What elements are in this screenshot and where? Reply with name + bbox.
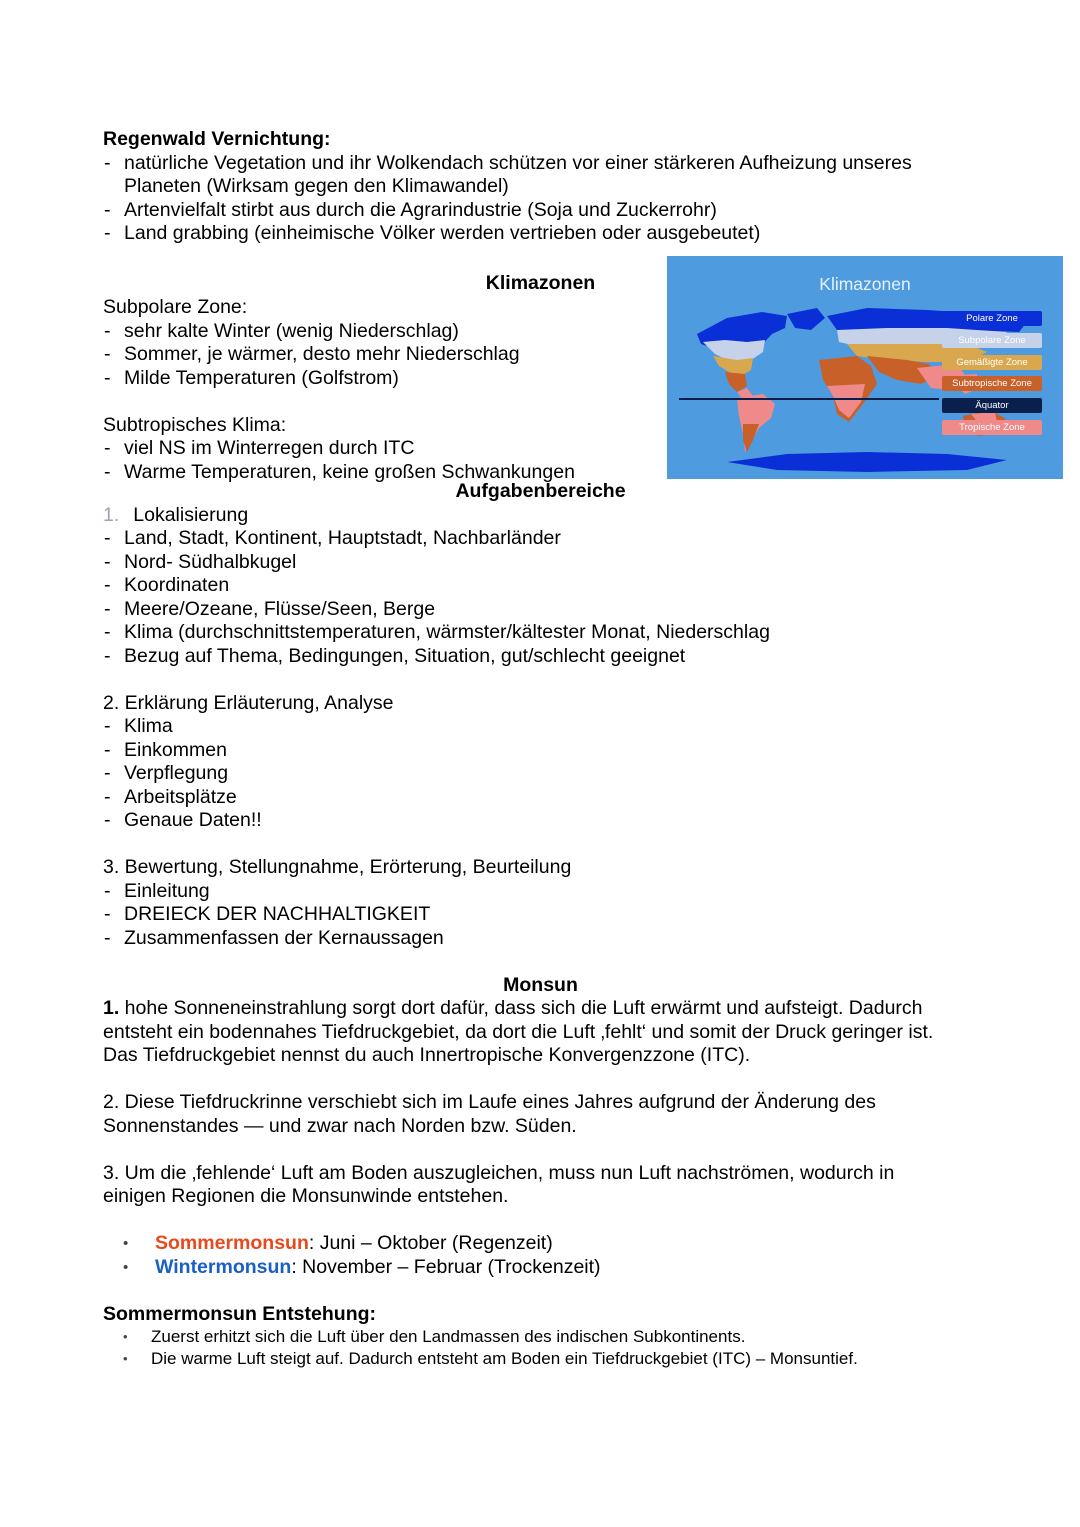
aufgaben-s3-item: - DREIECK DER NACHHALTIGKEIT	[103, 903, 983, 927]
aufgaben-s2-item: - Arbeitsplätze	[103, 786, 983, 810]
legend-subpolare-zone: Subpolare Zone	[942, 333, 1042, 348]
monsun-p1-line	[103, 997, 983, 1021]
regenwald-item-continuation: Planeten (Wirksam gegen den Klimawandel)	[124, 175, 509, 197]
regenwald-item: - natürliche Vegetation und ihr Wolkendach schützen vor einer stärkeren Aufheizung unseres	[103, 152, 983, 176]
subtropisch-item: - viel NS im Winterregen durch ITC	[103, 437, 575, 461]
entstehung-item: • Zuerst erhitzt sich die Luft über den Landmassen des indischen Subkontinents.	[103, 1326, 983, 1348]
aufgaben-s2-item: - Einkommen	[103, 739, 983, 763]
monsun-p1-number: 1.	[103, 997, 120, 1019]
monsun-p1-text: hohe Sonneneinstrahlung sorgt dort dafür, dass sich die Luft erwärmt und aufsteigt. Dadurch	[119, 997, 923, 1019]
aufgaben-s1-item: - Nord- Südhalbkugel	[103, 551, 983, 575]
aufgaben-s1-item: - Koordinaten	[103, 574, 983, 598]
regenwald-heading: Regenwald Vernichtung:	[103, 128, 331, 150]
sommermonsun-text: : Juni – Oktober (Regenzeit)	[308, 1232, 553, 1254]
entstehung-item: • Die warme Luft steigt auf. Dadurch entsteht am Boden ein Tiefdruckgebiet (ITC) – Monsuntief.	[103, 1348, 983, 1370]
subtropisch-heading: Subtropisches Klima:	[103, 413, 287, 436]
aufgaben-s2-item: - Genaue Daten!!	[103, 809, 983, 833]
monsun-p1-line: Das Tiefdruckgebiet nennst du auch Innertropische Konvergenzzone (ITC).	[103, 1044, 751, 1066]
aufgaben-s1-title: Lokalisierung	[133, 503, 249, 526]
monsun-p3-line: einigen Regionen die Monsunwinde entstehen.	[103, 1185, 509, 1207]
monsun-p2-line: Sonnenstandes — und zwar nach Norden bzw. Süden.	[103, 1114, 577, 1137]
aufgaben-s1-item: - Meere/Ozeane, Flüsse/Seen, Berge	[103, 598, 983, 622]
legend-aequator: Äquator	[942, 398, 1042, 413]
aufgaben-s1-item: - Bezug auf Thema, Bedingungen, Situation, gut/schlecht geeignet	[103, 645, 983, 669]
aufgaben-heading: Aufgabenbereiche	[455, 480, 626, 502]
map-title: Klimazonen	[819, 274, 911, 294]
monsun-heading: Monsun	[503, 973, 578, 996]
sommermonsun-label: Sommermonsun	[155, 1232, 309, 1254]
wintermonsun-text: : November – Februar (Trockenzeit)	[291, 1255, 601, 1278]
subpolar-heading: Subpolare Zone:	[103, 296, 248, 318]
monsun-p1-line: entsteht ein bodennahes Tiefdruckgebiet, da dort die Luft ‚fehlt‘ und somit der Druck geringer ist.	[103, 1020, 934, 1043]
subpolar-item: - sehr kalte Winter (wenig Niederschlag)	[103, 320, 575, 344]
aufgaben-s1-heading	[103, 504, 983, 528]
aufgaben-s2-heading: 2. Erklärung Erläuterung, Analyse	[103, 691, 394, 714]
entstehung-heading: Sommermonsun Entstehung:	[103, 1302, 377, 1325]
legend-subtropische-zone: Subtropische Zone	[942, 376, 1042, 391]
legend-polare-zone: Polare Zone	[942, 311, 1042, 326]
subtropisch-item: - Warme Temperaturen, keine großen Schwankungen	[103, 461, 575, 485]
aufgaben-s1-number: 1.	[103, 503, 120, 526]
sommermonsun-bullet	[103, 1232, 983, 1256]
aufgaben-s3-heading: 3. Bewertung, Stellungnahme, Erörterung, Beurteilung	[103, 856, 572, 878]
subpolar-item: - Sommer, je wärmer, desto mehr Niederschlag	[103, 343, 575, 367]
aufgaben-s2-item: - Klima	[103, 715, 983, 739]
wintermonsun-bullet	[103, 1256, 983, 1280]
aufgaben-s2-item: - Verpflegung	[103, 762, 983, 786]
monsun-p2-line: 2. Diese Tiefdruckrinne verschiebt sich im Laufe eines Jahres aufgrund der Änderung des	[103, 1091, 876, 1113]
regenwald-item: - Artenvielfalt stirbt aus durch die Agrarindustrie (Soja und Zuckerrohr)	[103, 199, 983, 223]
aufgaben-s3-item: - Zusammenfassen der Kernaussagen	[103, 927, 983, 951]
legend-gemaessigte-zone: Gemäßigte Zone	[942, 355, 1042, 370]
aufgaben-s1-item: - Klima (durchschnittstemperaturen, wärmster/kältester Monat, Niederschlag	[103, 621, 983, 645]
aufgaben-s1-item: - Land, Stadt, Kontinent, Hauptstadt, Nachbarländer	[103, 527, 983, 551]
wintermonsun-label: Wintermonsun	[155, 1255, 292, 1278]
legend-tropische-zone: Tropische Zone	[942, 420, 1042, 435]
monsun-p3-line: 3. Um die ‚fehlende‘ Luft am Boden auszugleichen, muss nun Luft nachströmen, wodurch in	[103, 1161, 895, 1184]
regenwald-item: - Land grabbing (einheimische Völker werden vertrieben oder ausgebeutet)	[103, 222, 983, 246]
aufgaben-s3-item: - Einleitung	[103, 880, 983, 904]
subpolar-item: - Milde Temperaturen (Golfstrom)	[103, 367, 575, 391]
klimazonen-heading: Klimazonen	[485, 272, 596, 294]
